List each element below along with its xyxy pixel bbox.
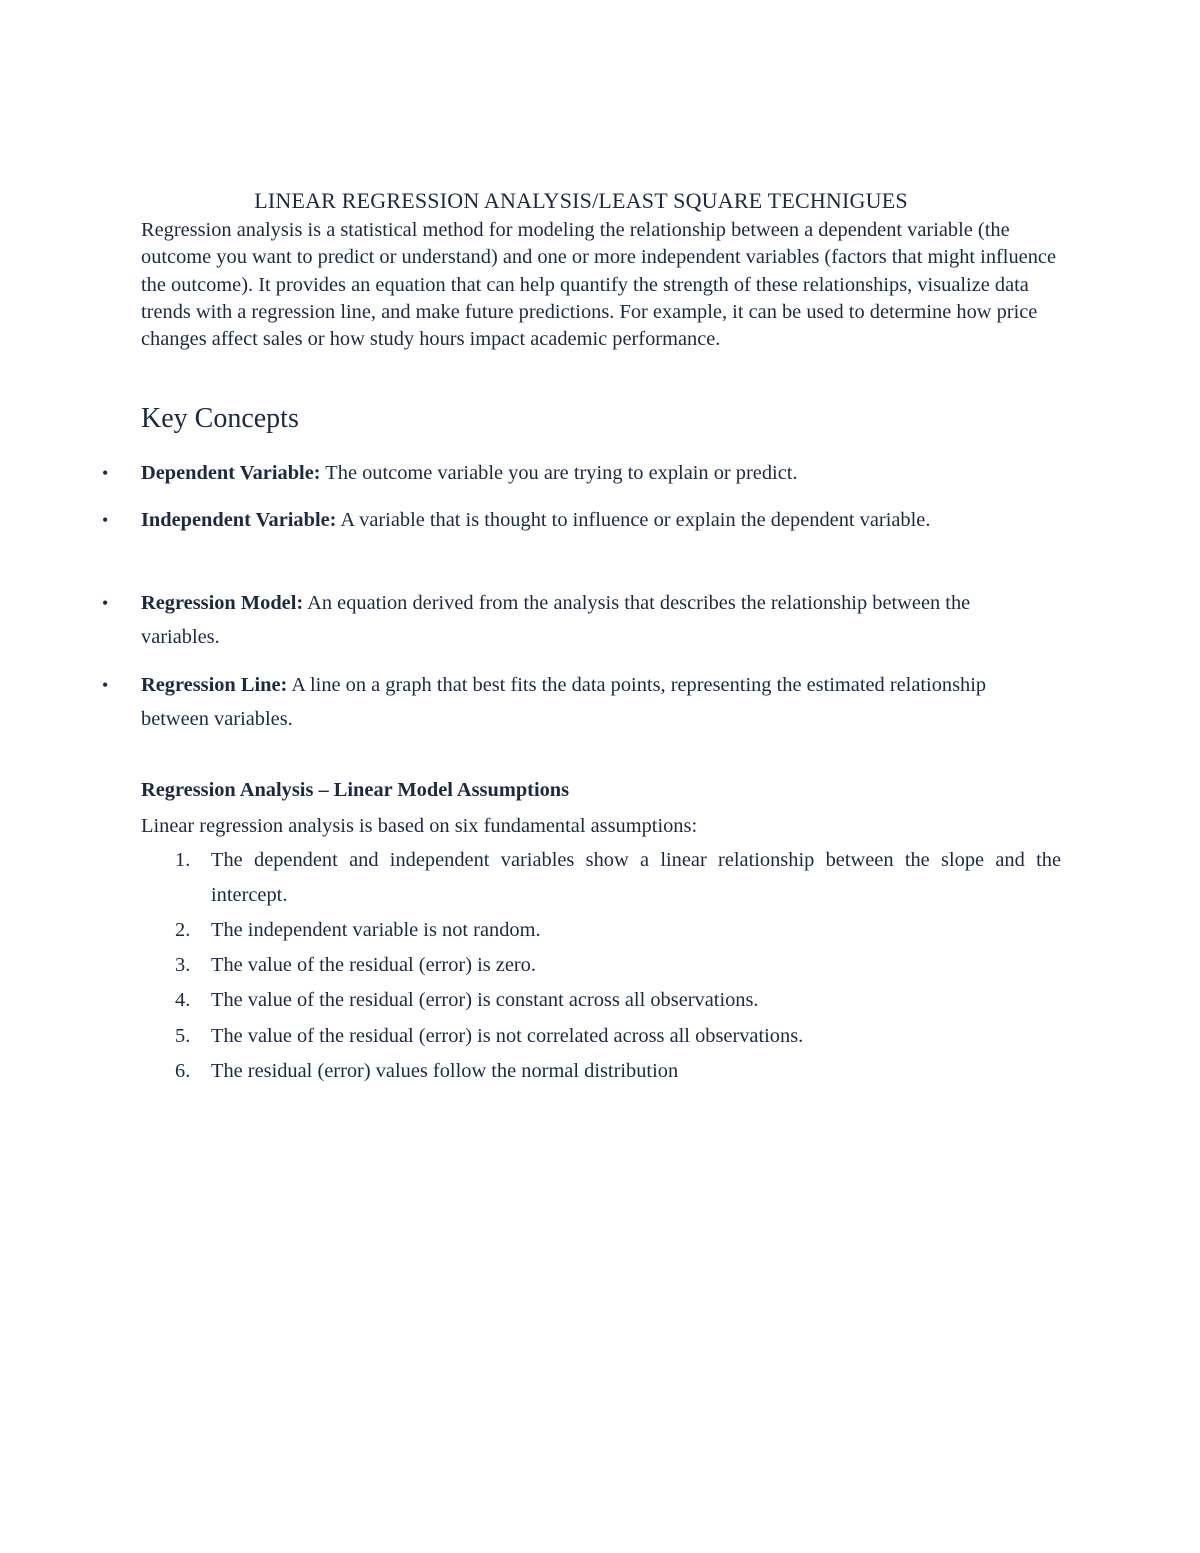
concept-item-independent-variable bbox=[102, 503, 1021, 537]
bullet-icon: • bbox=[102, 675, 109, 695]
list-number: 5. bbox=[175, 1025, 191, 1047]
concept-definition: A variable that is thought to influence or explain the dependent variable. bbox=[336, 509, 931, 531]
bullet-icon: • bbox=[102, 593, 109, 613]
assumption-text: The value of the residual (error) is not correlated across all observations. bbox=[211, 1025, 804, 1047]
concept-definition: The outcome variable you are trying to explain or predict. bbox=[320, 462, 798, 484]
assumption-item-1 bbox=[175, 843, 1061, 913]
concept-term: Regression Line: bbox=[141, 674, 288, 696]
list-number: 3. bbox=[175, 954, 191, 976]
concept-term: Dependent Variable: bbox=[141, 462, 321, 484]
assumption-text: The independent variable is not random. bbox=[211, 919, 541, 941]
assumption-text: The dependent and independent variables show a linear relationship between the slope and the intercept. bbox=[211, 849, 1061, 906]
document-title: LINEAR REGRESSION ANALYSIS/LEAST SQUARE TECHNIGUES bbox=[254, 188, 908, 213]
assumptions-heading: Regression Analysis – Linear Model Assumptions bbox=[141, 779, 570, 801]
concept-term: Independent Variable: bbox=[141, 509, 337, 531]
assumption-item-6 bbox=[175, 1054, 1061, 1089]
list-number: 1. bbox=[175, 849, 191, 871]
concept-item-dependent-variable bbox=[102, 456, 1021, 490]
bullet-icon: • bbox=[102, 463, 109, 483]
assumption-text: The residual (error) values follow the normal distribution bbox=[211, 1060, 679, 1082]
concept-term: Regression Model: bbox=[141, 592, 304, 614]
assumption-text: The value of the residual (error) is constant across all observations. bbox=[211, 989, 759, 1011]
concept-definition: An equation derived from the analysis that describes the relationship between the variables. bbox=[141, 592, 971, 648]
assumption-item-5 bbox=[175, 1019, 1061, 1054]
concept-item-regression-line bbox=[102, 668, 1021, 736]
concept-definition: A line on a graph that best fits the data points, representing the estimated relationship between variables. bbox=[141, 674, 987, 730]
assumption-item-4 bbox=[175, 983, 1061, 1018]
assumption-item-2 bbox=[175, 913, 1061, 948]
key-concepts-heading: Key Concepts bbox=[141, 403, 299, 434]
assumptions-intro: Linear regression analysis is based on six fundamental assumptions: bbox=[141, 815, 698, 837]
list-number: 4. bbox=[175, 989, 191, 1011]
assumption-text: The value of the residual (error) is zero. bbox=[211, 954, 536, 976]
list-number: 2. bbox=[175, 919, 191, 941]
bullet-icon: • bbox=[102, 510, 109, 530]
intro-paragraph: Regression analysis is a statistical method for modeling the relationship between a dependent variable (the outcome you want to predict or understand) and one or more independent variables (factors that might influence the outcome). It provides an equation that can help quantify the strength of these relationships, visualize data trends with a regression line, and make future predictions. For example, it can be used to determine how price changes affect sales or how study hours impact academic performance. bbox=[141, 219, 1057, 351]
concept-item-regression-model bbox=[102, 586, 1021, 654]
list-number: 6. bbox=[175, 1060, 191, 1082]
assumption-item-3 bbox=[175, 948, 1061, 983]
